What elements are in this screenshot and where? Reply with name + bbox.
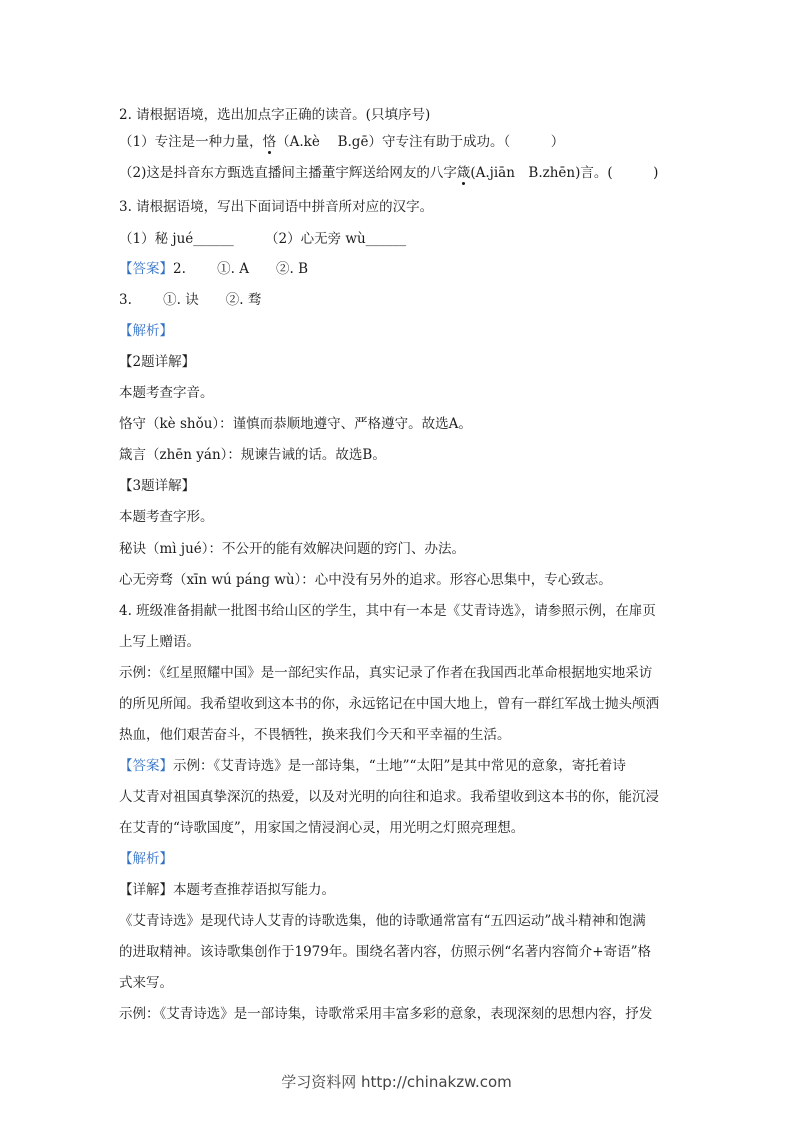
answer-block-2	[119, 757, 679, 775]
sub-heading-q3: 【3题详解】	[119, 478, 196, 494]
detail-line	[119, 881, 679, 899]
answer-line-2: 3. ①. 诀 ②. 骛	[119, 292, 262, 308]
analysis-2-line-4: 示例：《艾青诗选》是一部诗集，诗歌常采用丰富多彩的意象，表现深刻的思想内容，抒发	[119, 1006, 653, 1022]
analysis-q3-line-1: 本题考查字形。	[119, 509, 214, 525]
analysis-2-line-2: 的进取精神。该诗歌集创作于1979年。围绕名著内容，仿照示例“名著内容简介+寄语”格	[119, 944, 651, 960]
answer-2-line-2: 人艾青对祖国真挚深沉的热爱，以及对光明的向往和追求。我希望收到这本书的你，能沉浸	[119, 789, 659, 805]
sub-heading-q2: 【2题详解】	[119, 354, 196, 370]
answer-text: 2. ①. A ②. B	[173, 261, 309, 277]
item-1-text-before: （1）专注是一种力量，	[119, 134, 263, 150]
analysis-q2-line-3: 箴言（zhēn yán）：规谏告诫的话。故选B。	[119, 447, 386, 463]
question-4-example-line-2: 的所见所闻。我希望收到这本书的你，永远铭记在中国大地上，曾有一群红军战士抛头颅洒	[119, 696, 659, 712]
analysis-q3-line-2: 秘诀（mì jué）：不公开的能有效解决问题的窍门、办法。	[119, 541, 466, 557]
detail-tag: 【详解】	[119, 882, 173, 898]
analysis-q2-line-2: 恪守（kè shǒu）：谨慎而恭顺地遵守、严格遵守。故选A。	[119, 416, 472, 432]
question-3-items: （1）秘 jué______ （2）心无旁 wù______	[119, 231, 407, 247]
answer-tag: 【答案】	[119, 261, 173, 277]
answer-text: 示例：《艾青诗选》是一部诗集，“土地”“太阳”是其中常见的意象，寄托着诗	[173, 758, 626, 774]
question-2-title: 2. 请根据语境，选出加点字正确的读音。(只填序号)	[119, 107, 431, 123]
question-4-line-2: 上写上赠语。	[119, 634, 200, 650]
analysis-tag: 【解析】	[119, 323, 173, 339]
answer-2-line-3: 在艾青的“诗歌国度”，用家国之情浸润心灵，用光明之灯照亮理想。	[119, 820, 525, 836]
question-2-item-1	[119, 133, 679, 151]
analysis-q3-line-3: 心无旁骛（xīn wú páng wù）：心中没有另外的追求。形容心思集中，专心致志。	[119, 572, 612, 588]
answer-tag: 【答案】	[119, 758, 173, 774]
footer-watermark: 学习资料网 http://chinakzw.com	[281, 1073, 512, 1091]
question-4-example-line-3: 热血，他们艰苦奋斗，不畏牺牲，换来我们今天和平幸福的生活。	[119, 727, 511, 743]
answer-block-1	[119, 260, 679, 278]
question-2-item-2	[119, 164, 679, 182]
analysis-2-line-3: 式来写。	[119, 975, 173, 991]
analysis-tag-2: 【解析】	[119, 851, 173, 867]
question-3-title: 3. 请根据语境，写出下面词语中拼音所对应的汉字。	[119, 199, 434, 215]
dotted-character: 恪	[262, 134, 277, 150]
analysis-2-line-1: 《艾青诗选》是现代诗人艾青的诗歌选集，他的诗歌通常富有“五四运动”战斗精神和饱满	[119, 913, 646, 929]
dotted-character: 箴	[456, 165, 471, 181]
question-4-line-1: 4. 班级准备捐献一批图书给山区的学生，其中有一本是《艾青诗选》，请参照示例，在扉页	[119, 603, 656, 619]
item-1-text-after: （A.kè B.gē）守专注有助于成功。（ ）	[276, 134, 565, 150]
item-2-text-before: （2)这是抖音东方甄选直播间主播董宇辉送给网友的八字	[119, 165, 457, 181]
detail-text: 本题考查推荐语拟写能力。	[173, 882, 335, 898]
analysis-q2-line-1: 本题考查字音。	[119, 385, 214, 401]
item-2-text-after: (A.jiān B.zhēn)言。( )	[470, 165, 659, 181]
question-4-example-line-1: 示例：《红星照耀中国》是一部纪实作品，真实记录了作者在我国西北革命根据地实地采访	[119, 665, 653, 681]
